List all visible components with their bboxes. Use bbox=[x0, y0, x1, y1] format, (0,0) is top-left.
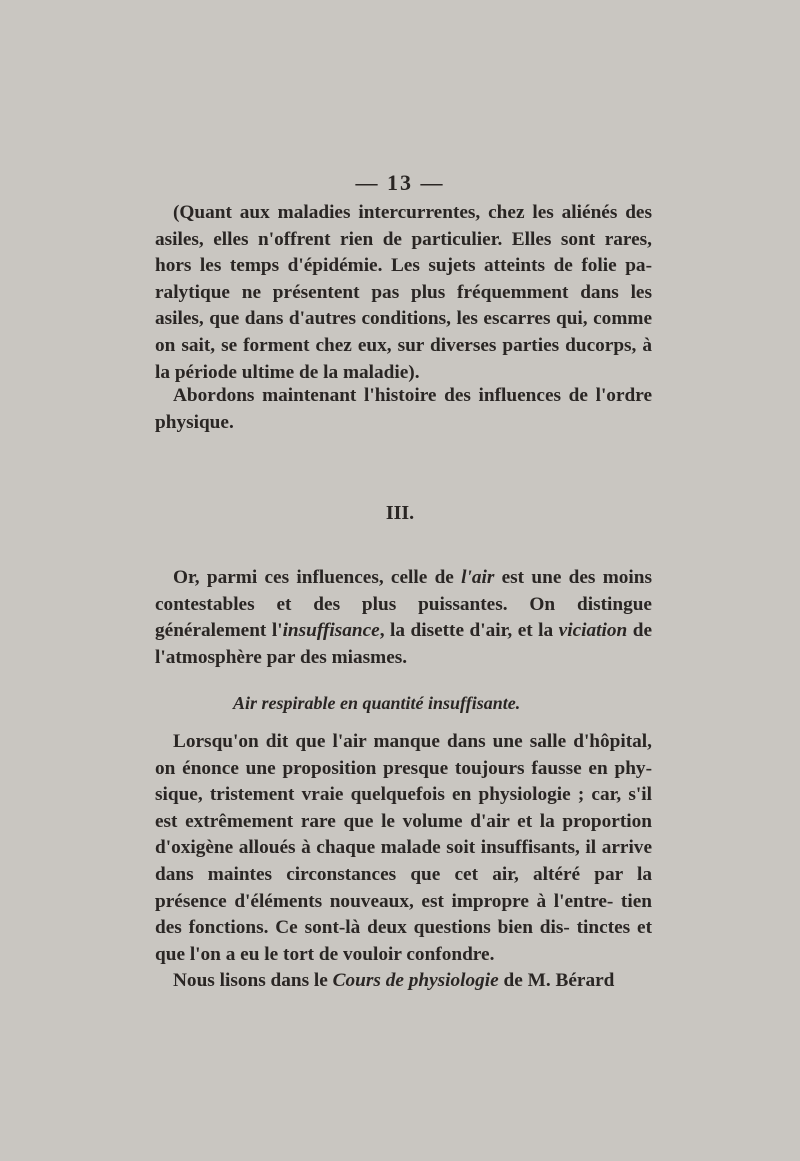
text-run: Or, parmi ces influences, celle de bbox=[173, 567, 462, 588]
text-line: asiles, elles n'offrent rien de particulier. Elles sont rares, bbox=[155, 228, 652, 250]
text-line: ducorps, à la période ultime de la maladie). bbox=[155, 334, 652, 383]
text-line: Abordons maintenant l'histoire des influences de l'ordre bbox=[173, 385, 652, 406]
italic-text: l'air bbox=[461, 567, 495, 588]
page-number: — 13 — bbox=[355, 170, 445, 195]
text-run: de M. Bérard bbox=[498, 970, 615, 992]
text-run: est une des bbox=[494, 567, 596, 588]
text-line: sique, tristement vraie quelquefois en physiologie ; car, s'il bbox=[155, 784, 652, 806]
paragraph-physical-order bbox=[155, 383, 652, 436]
text-line: tien des fonctions. Ce sont-là deux questions bien dis- bbox=[155, 890, 652, 939]
text-line: est extrêmement rare que le volume d'air et la proportion bbox=[155, 810, 652, 832]
text-line: moins contestables et des plus puissantes. On distingue bbox=[155, 567, 652, 615]
paragraph-intercurrent-diseases bbox=[155, 200, 652, 386]
text-run: , la disette d'air, et la bbox=[379, 620, 559, 642]
italic-text: Cours de physiologie bbox=[332, 970, 499, 992]
text-line: (Quant aux maladies intercurrentes, chez les aliénés des bbox=[173, 202, 652, 223]
text-line: tinctes et que l'on a eu le tort de vouloir confondre. bbox=[155, 917, 652, 965]
text-line: asiles, que dans d'autres conditions, les escarres qui, bbox=[155, 308, 588, 330]
text-line: Lorsqu'on dit que l'air manque dans une salle d'hôpital, bbox=[173, 731, 652, 752]
text-run: Nous lisons dans le bbox=[173, 970, 333, 992]
text-line: ralytique ne présentent pas plus fréquemment dans les bbox=[155, 281, 652, 303]
italic-text: insuffisance bbox=[282, 620, 380, 642]
subsection-heading: Air respirable en quantité insuffisante. bbox=[233, 693, 521, 713]
text-line: comme on sait, se forment chez eux, sur diverses parties bbox=[155, 308, 653, 356]
text-line: hors les temps d'épidémie. Les sujets atteints de folie pa- bbox=[155, 255, 652, 277]
text-line: la présence d'éléments nouveaux, est impropre à l'entre- bbox=[155, 863, 652, 912]
text-line: de l'atmosphère par des miasmes. bbox=[155, 620, 652, 668]
section-heading: III. bbox=[385, 502, 415, 524]
text-line: on énonce une proposition presque toujours fausse en phy- bbox=[155, 757, 652, 779]
text-line: arrive dans maintes circonstances que cet air, altéré par bbox=[155, 837, 652, 885]
text-run: généralement l' bbox=[155, 620, 283, 642]
italic-text: viciation bbox=[558, 620, 628, 642]
paragraph-hospital-air bbox=[155, 729, 652, 995]
text-line: physique. bbox=[155, 411, 234, 433]
text-line: d'oxigène alloués à chaque malade soit insuffisants, il bbox=[155, 837, 597, 859]
paragraph-air-influence bbox=[155, 565, 652, 671]
